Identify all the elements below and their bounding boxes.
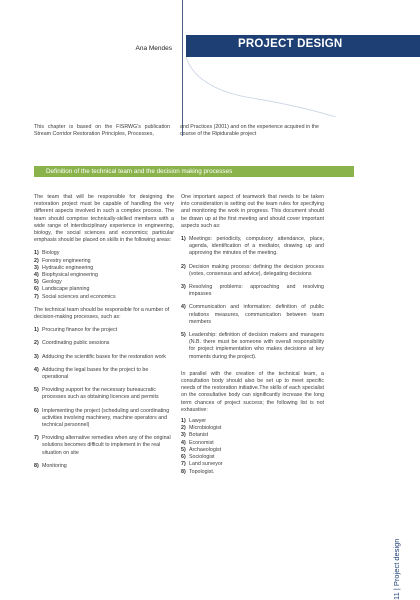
list-item [34, 354, 174, 361]
list-item-text: Decision making process: defining the decision process (votes, consensus and advice), delegating decisions [189, 263, 324, 277]
list-item [34, 387, 174, 401]
list-item-number: 4) [34, 366, 39, 373]
list-item-text: Resolving problems: approaching and resolving impasses [189, 284, 324, 298]
left-column [34, 194, 174, 476]
processes-list [34, 327, 174, 470]
list-item-text: Monitoring [42, 462, 67, 469]
list-item-number: 3) [34, 353, 39, 360]
left-paragraph-2: The technical team should be responsible for a number of decision-making processes, such as: [34, 306, 170, 321]
list-item-text: Coordinating public sessions [42, 340, 110, 347]
side-running-footer [392, 539, 401, 600]
list-item [181, 304, 324, 326]
list-item-number: 2) [181, 263, 186, 270]
list-item-text: Biophysical engineering [42, 272, 98, 279]
right-paragraph-1: One important aspect of teamwork that needs to be taken into consideration is setting out the team rules for specifying and monitoring the work in progress. This document should be drawn up at the first meeting and should cover important aspects such as: [181, 194, 324, 229]
list-item [181, 447, 324, 454]
list-item-text: Land surveyor [189, 461, 223, 468]
aspects-list [181, 236, 324, 361]
list-item-number: 7) [34, 293, 39, 300]
list-item [34, 327, 174, 334]
header-divider-line [182, 0, 183, 136]
list-item-number: 7) [34, 435, 39, 442]
list-item-number: 6) [34, 407, 39, 414]
list-item [181, 264, 324, 278]
list-item-text: Lawyer [189, 418, 207, 425]
list-item-text: Economist [189, 439, 214, 446]
list-item [34, 272, 174, 279]
list-item-text: Biology [42, 250, 60, 257]
list-item-text: Hydraulic engineering [42, 264, 94, 271]
list-item [181, 469, 324, 476]
list-item [34, 435, 174, 457]
right-column [181, 194, 324, 476]
list-item-number: 2) [181, 425, 186, 432]
list-item-number: 5) [181, 332, 186, 339]
list-item-number: 4) [181, 304, 186, 311]
intro-text-left: This chapter is based on the FISRWG's publication Stream Corridor Restoration Principles, Processes, [34, 124, 170, 138]
list-item [181, 236, 324, 258]
list-item [181, 418, 324, 425]
list-item [34, 340, 174, 347]
chapter-title: PROJECT DESIGN [238, 38, 343, 50]
list-item-number: 1) [181, 418, 186, 425]
list-item [34, 286, 174, 293]
list-item-number: 5) [181, 446, 186, 453]
list-item-number: 5) [34, 279, 39, 286]
list-item-text: Landscape planning [42, 286, 90, 293]
author-name: Ana Mendes [135, 45, 172, 52]
intro-text-right: and Practices (2001) and on the experience acquired in the course of the Ripidurable project [180, 124, 319, 138]
list-item-number: 1) [181, 236, 186, 243]
list-item-number: 7) [181, 461, 186, 468]
list-item [181, 432, 324, 439]
list-item-number: 1) [34, 327, 39, 334]
list-item [181, 440, 324, 447]
list-item-number: 4) [34, 272, 39, 279]
list-item [181, 454, 324, 461]
header-curve-decoration [186, 57, 336, 117]
list-item-text: Microbiologist [189, 425, 222, 432]
list-item-number: 4) [181, 439, 186, 446]
list-item-text: Communication and information: definition of public relations measures, communication between team members [189, 304, 324, 325]
side-label: Project design [392, 538, 401, 587]
list-item-number: 2) [34, 257, 39, 264]
section-heading: Definition of the technical team and the decision making processes [46, 167, 233, 175]
list-item-number: 2) [34, 340, 39, 347]
skills-list [34, 250, 174, 300]
list-item-number: 6) [34, 286, 39, 293]
list-item-number: 6) [181, 454, 186, 461]
list-item-text: Adducing the legal bases for the project to be operational [42, 366, 149, 381]
list-item [34, 367, 174, 381]
list-item-text: Providing alternative remedies when any of the original solutions becomes difficult to implement in the real situation on site [42, 435, 171, 456]
list-item-number: 3) [34, 264, 39, 271]
list-item [34, 463, 174, 470]
list-item-number: 3) [181, 284, 186, 291]
list-item [181, 425, 324, 432]
list-item-number: 3) [181, 432, 186, 439]
list-item-text: Geology [42, 279, 62, 286]
left-paragraph-1: The team that will be responsible for designing the restoration project must be capable of handling the very different aspects involved in such a complex process. The team should comprise technically-skilled members with a wide range of interdisciplinary experience in engineering, biology, the social sciences and economics; particular emphasis should be placed on skills in the following areas: [34, 194, 174, 244]
list-item-number: 5) [34, 387, 39, 394]
list-item-text: Social sciences and economics [42, 293, 116, 300]
list-item-number: 8) [181, 468, 186, 475]
list-item [34, 294, 174, 301]
list-item [34, 258, 174, 265]
list-item-text: Leadership: definition of decision makers and managers (N.B. there must be someone with overall responsibility for project implementation who makes decisions at key moments during the project). [189, 332, 324, 360]
list-item-text: Botanist [189, 432, 209, 439]
page-number: 11 [392, 592, 401, 600]
list-item-number: 8) [34, 462, 39, 469]
list-item-text: Providing support for the necessary bureaucratic processes such as obtaining licences and permits [42, 387, 159, 401]
list-item-text: Meetings: periodicity, compulsory attendance, place, agenda, identification of a mediator, drawing up and approving the minutes of the meeting. [189, 236, 324, 257]
list-item [34, 265, 174, 272]
list-item [34, 250, 174, 257]
list-item-text: Topologist. [189, 468, 215, 475]
list-item-text: Forestry engineering [42, 257, 91, 264]
specialists-list [181, 418, 324, 476]
list-item [34, 408, 174, 430]
list-item [181, 332, 324, 361]
list-item-text: Implementing the project (scheduling and coordinating activities involving machinery, machine operators and technical personnel) [42, 407, 170, 429]
list-item [34, 279, 174, 286]
list-item [181, 461, 324, 468]
footer-separator: | [392, 586, 401, 591]
list-item-text: Sociologist [189, 454, 215, 461]
list-item-text: Adducing the scientific bases for the restoration work [42, 353, 166, 360]
list-item [181, 284, 324, 298]
list-item-number: 1) [34, 250, 39, 257]
right-paragraph-2: In parallel with the creation of the technical team, a consultation body should also be set up to meet specific needs of the restoration initiative.The skills of each specialist on the consultative body can significantly increase the long term chances of project success; the following list is not exhaustive: [181, 370, 324, 413]
list-item-text: Archaeologist [189, 446, 222, 453]
list-item-text: Procuring finance for the project [42, 327, 118, 334]
